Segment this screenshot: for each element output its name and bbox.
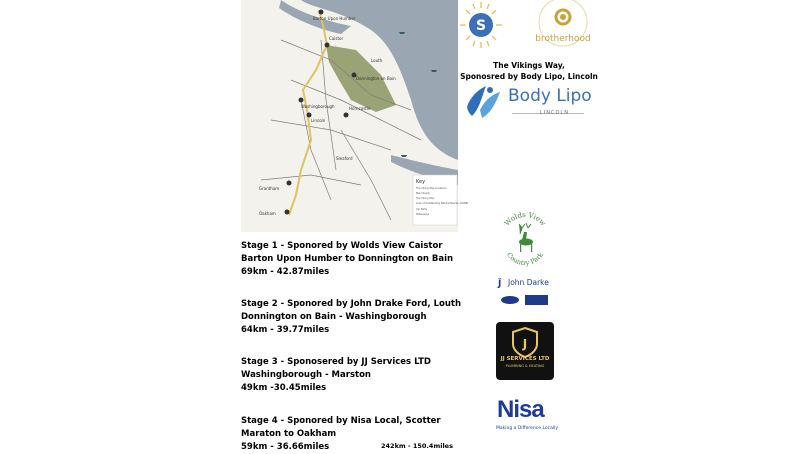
map-key-item: Main Roads — [416, 192, 430, 195]
stage-distance: 69km - 42.87miles — [241, 267, 330, 277]
stage-distance: 64km - 39.77miles — [241, 325, 330, 335]
stage-3 — [241, 356, 431, 395]
body-lipo-sub: LINCOLN — [540, 110, 569, 116]
stage-route: Maraton to Oakham — [241, 429, 337, 439]
map-label: Oakham — [259, 211, 276, 216]
stage-distance: 49km -30.45miles — [241, 383, 327, 393]
stage-route: Donnington on Bain - Washingborough — [241, 312, 427, 322]
svg-text:Wolds View: Wolds View — [502, 210, 548, 228]
stage-title: Stage 4 - Sponored by Nisa Local, Scotter — [241, 416, 441, 426]
stage-2 — [241, 298, 461, 337]
map-key — [413, 175, 468, 225]
map-label: Horncastle — [349, 106, 371, 111]
stage-route: Washingborough - Marston — [241, 370, 371, 380]
heading-line-1: The Vikings Way, — [493, 61, 565, 70]
map-label: Washingborough — [301, 104, 335, 109]
stage-distance: 59km - 36.66miles — [241, 442, 330, 452]
map-key-item: The Viking Way Locations — [416, 187, 447, 190]
map-key-item: Car Parks — [416, 208, 428, 211]
map-label: Grantham — [259, 186, 280, 191]
map-label: Louth — [371, 58, 383, 63]
body-lipo-text: Body Lipo — [508, 86, 592, 106]
map-key-title: Key — [416, 179, 426, 185]
svg-text:S: S — [475, 18, 487, 34]
stage-1 — [241, 240, 453, 279]
deer-icon — [519, 223, 533, 252]
jj-services-logo — [496, 322, 554, 380]
svg-text:J: J — [522, 337, 528, 351]
heading-line-2: Sponosred by Body Lipo, Lincoln — [460, 72, 598, 81]
stage-title: Stage 2 - Sponored by John Drake Ford, Louth — [241, 299, 461, 309]
stage-title: Stage 1 - Sponored by Wolds View Caistor — [241, 241, 443, 251]
wolds-view-logo — [496, 210, 554, 272]
map-label: Caistor — [329, 36, 344, 41]
route-map — [241, 0, 469, 232]
brotherhood-logo — [530, 0, 592, 52]
map-label: Sleaford — [336, 156, 353, 161]
sponsor-heading — [460, 60, 598, 82]
map-key-item: Area of Outstanding Natural Beauty (AONB) — [416, 202, 469, 205]
map-label: Barton Upon Humber — [313, 16, 356, 21]
svg-text:Country Park: Country Park — [505, 250, 545, 268]
map-key-item: The Viking Way — [416, 197, 435, 200]
brotherhood-text: brotherhood — [535, 34, 591, 44]
total-distance: 242km - 150.4miles — [381, 442, 453, 450]
map-label: Lincoln — [311, 118, 326, 123]
map-key-item: Waterways — [416, 213, 430, 216]
nisa-logo: Nisa — [497, 396, 544, 423]
jj-services-text: JJ SERVICES LTD — [500, 356, 550, 362]
body-lipo-icon — [464, 82, 504, 122]
map-label: Donnington on Bain — [356, 76, 396, 81]
sun-s-logo — [458, 0, 504, 50]
stage-title: Stage 3 - Sponosered by JJ Services LTD — [241, 357, 431, 367]
svg-text:Ĵ: Ĵ — [498, 279, 502, 289]
john-darke-text: John Darke — [508, 278, 549, 287]
nisa-tagline: Making a Difference Locally — [496, 426, 559, 431]
jj-services-sub: PLUMBING & HEATING — [505, 364, 545, 368]
stage-route: Barton Upon Humber to Donnington on Bain — [241, 254, 454, 264]
